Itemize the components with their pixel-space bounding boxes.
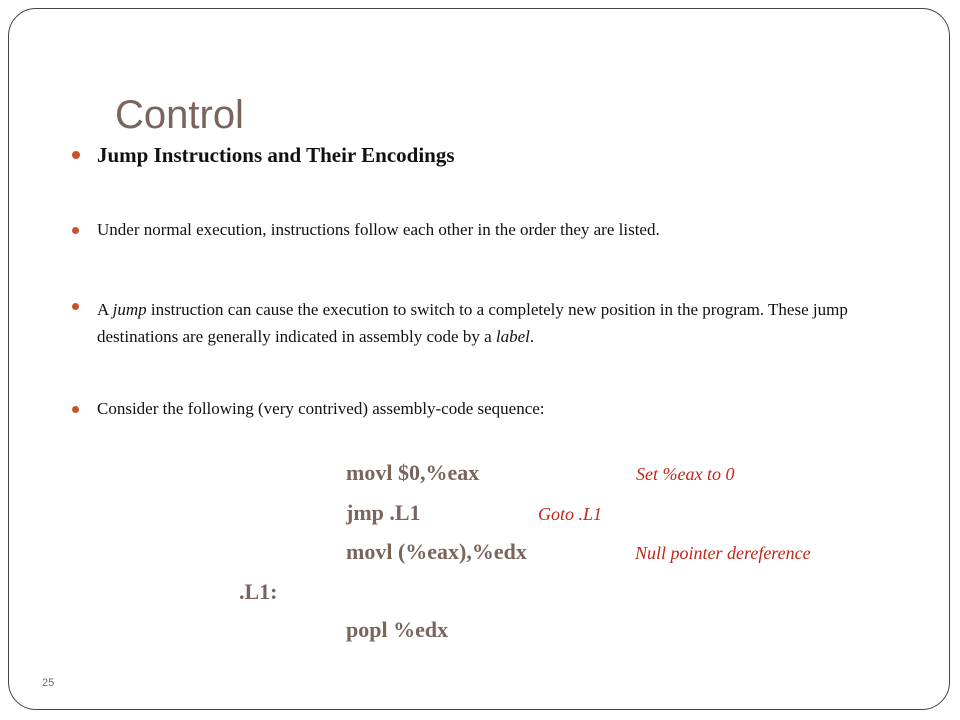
bullet-dot-icon bbox=[72, 151, 80, 159]
bullet-normal-execution-text: Under normal execution, instructions follow each other in the order they are listed. bbox=[97, 220, 660, 239]
bullet-dot-icon bbox=[72, 406, 79, 413]
bullet-jump-middle: instruction can cause the execution to switch to a completely new position in the program. These jump destinations are generally indicated in assembly code by a bbox=[97, 300, 848, 347]
jump-term: jump bbox=[112, 300, 147, 319]
code-line-3: movl (%eax),%edx bbox=[346, 539, 527, 564]
code-comment-2: Goto .L1 bbox=[538, 504, 603, 524]
slide-frame bbox=[8, 8, 950, 710]
code-comment-1: Set %eax to 0 bbox=[636, 464, 735, 484]
code-label-l1: .L1: bbox=[239, 579, 278, 604]
slide-title: Control bbox=[115, 93, 244, 137]
label-term: label bbox=[495, 327, 530, 347]
bullet-consider bbox=[97, 399, 877, 419]
code-line-1: movl $0,%eax bbox=[346, 460, 480, 485]
bullet-dot-icon bbox=[72, 303, 79, 310]
code-comment-3: Null pointer dereference bbox=[635, 543, 811, 563]
bullet-consider-text: Consider the following (very contrived) assembly-code sequence: bbox=[97, 399, 545, 418]
page-number: 25 bbox=[42, 677, 55, 689]
bullet-jump-instruction bbox=[97, 296, 877, 350]
bullet-dot-icon bbox=[72, 227, 79, 234]
code-line-5: popl %edx bbox=[346, 617, 449, 642]
bullet-jump-end: . bbox=[529, 327, 535, 347]
bullet-heading bbox=[97, 143, 877, 168]
code-line-2: jmp .L1 bbox=[346, 500, 421, 525]
bullet-normal-execution bbox=[97, 220, 877, 240]
bullet-heading-text: Jump Instructions and Their Encodings bbox=[97, 143, 455, 167]
bullet-jump-prefix: A bbox=[97, 300, 113, 319]
